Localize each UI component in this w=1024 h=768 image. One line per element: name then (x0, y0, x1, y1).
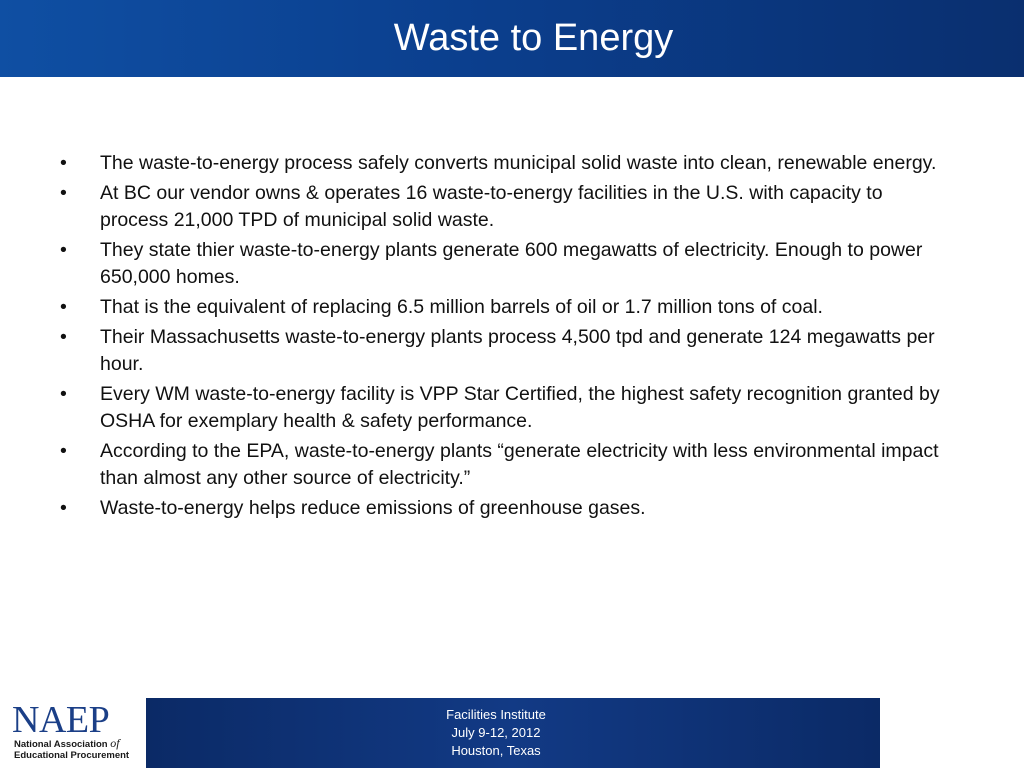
logo-line2: Educational Procurement (14, 750, 130, 761)
slide-title: Waste to Energy (393, 17, 674, 59)
bullet-marker: • (60, 497, 67, 519)
bullet-item (60, 324, 940, 378)
bullet-marker: • (60, 383, 67, 405)
logo-subtitle (14, 738, 144, 761)
bullet-text: They state thier waste-to-energy plants generate 600 megawatts of electricity. Enough to power 650,000 homes. (100, 239, 923, 288)
bullet-marker: • (60, 239, 67, 261)
bullet-text: At BC our vendor owns & operates 16 waste-to-energy facilities in the U.S. with capacity to process 21,000 TPD of municipal solid waste. (100, 182, 883, 231)
naep-logo (10, 700, 140, 764)
bullet-item (60, 495, 940, 522)
bullet-marker: • (60, 326, 67, 348)
footer-dates: July 9-12, 2012 (451, 725, 541, 740)
bullet-item (60, 237, 940, 291)
footer-location: Houston, Texas (451, 743, 541, 758)
bullet-text: Waste-to-energy helps reduce emissions of greenhouse gases. (100, 497, 646, 519)
bullet-marker: • (60, 182, 67, 204)
bullet-item (60, 294, 940, 321)
bullet-item (60, 180, 940, 234)
bullet-list (60, 150, 940, 525)
logo-line1-prefix: National Association (14, 739, 108, 750)
bullet-text: According to the EPA, waste-to-energy plants “generate electricity with less environmental impact than almost any other source of electricity.” (100, 440, 939, 489)
footer-event: Facilities Institute (446, 707, 546, 722)
bullet-marker: • (60, 296, 67, 318)
bullet-marker: • (60, 152, 67, 174)
bullet-item (60, 438, 940, 492)
bullet-text: Every WM waste-to-energy facility is VPP Star Certified, the highest safety recognition granted by OSHA for exemplary health & safety performance. (100, 383, 940, 432)
bullet-item (60, 381, 940, 435)
bullet-text: Their Massachusetts waste-to-energy plants process 4,500 tpd and generate 124 megawatts per hour. (100, 326, 935, 375)
bullet-item (60, 150, 940, 177)
logo-line1-of: of (110, 736, 120, 750)
bullet-text: The waste-to-energy process safely converts municipal solid waste into clean, renewable energy. (100, 152, 937, 174)
logo-wordmark: NAEP (12, 699, 110, 741)
bullet-marker: • (60, 440, 67, 462)
footer-text (146, 706, 846, 760)
bullet-text: That is the equivalent of replacing 6.5 million barrels of oil or 1.7 million tons of coal. (100, 296, 823, 318)
